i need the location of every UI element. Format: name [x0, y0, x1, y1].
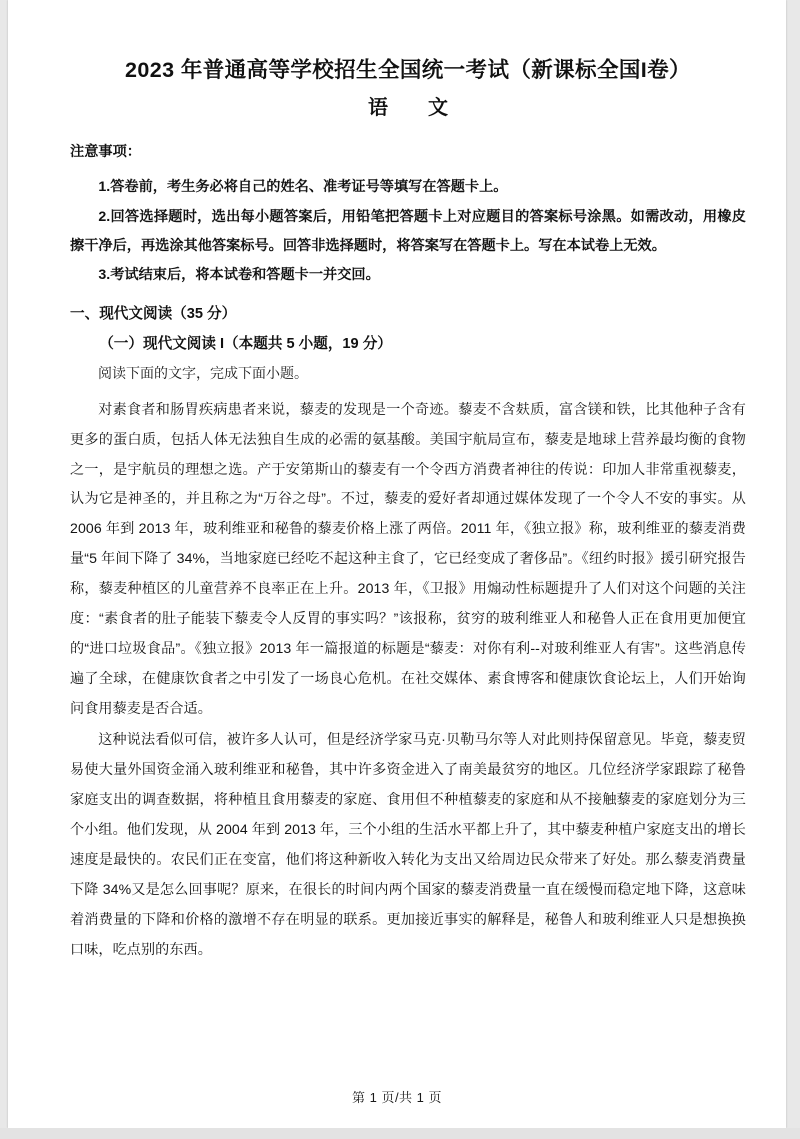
- notice-item-3: 3.考试结束后，将本试卷和答题卡一并交回。: [98, 267, 380, 284]
- notice-item-2: 2.回答选择题时，选出每小题答案后，用铅笔把答题卡上对应题目的答案标号涂黑。如需改动，用橡皮擦干净后，再选涂其他答案标号。回答非选择题时，将答案写在答题卡上。写在本试卷上无效。: [70, 208, 746, 254]
- passage-paragraph-2: 这种说法看似可信，被许多人认可，但是经济学家马克·贝勒马尔等人对此则持保留意见。毕竟，藜麦贸易使大量外国资金涌入玻利维亚和秘鲁，其中许多资金进入了南美最贫穷的地区。几位经济学家跟踪了秘鲁家庭支出的调查数据，将种植且食用藜麦的家庭、食用但不种植藜麦的家庭和从不接触藜麦的家庭划分为三个小组。他们发现，从 2004 年到 2013 年，三个小组的生活水平都上升了，其中藜麦种植户家庭支出的增长速度是最快的。农民们正在变富，他们将这种新收入转化为支出又给周边民众带来了好处。那么藜麦消费量下降 34%又是怎么回事呢？原来，在很长的时间内两个国家的藜麦消费量一直在缓慢而稳定地下降，这意味着消费量的下降和价格的激增不存在明显的联系。更加接近事实的解释是，秘鲁人和玻利维亚人只是想换换口味，吃点别的东西。: [70, 731, 746, 957]
- page-title: 2023 年普通高等学校招生全国统一考试（新课标全国I卷）: [125, 58, 691, 82]
- subject-title: 语 文: [368, 97, 458, 120]
- passage-paragraph-1: 对素食者和肠胃疾病患者来说，藜麦的发现是一个奇迹。藜麦不含麸质，富含镁和铁，比其他种子含有更多的蛋白质，包括人体无法独自生成的必需的氨基酸。美国宇航局宣布，藜麦是地球上营养最均衡的食物之一，是宇航员的理想之选。产于安第斯山的藜麦有一个令西方消费者神往的传说：印加人非常重视藜麦，认为它是神圣的，并且称之为“万谷之母”。不过，藜麦的爱好者却通过媒体发现了一个令人不安的事实。从 2006 年到 2013 年，玻利维亚和秘鲁的藜麦价格上涨了两倍。2011 年，《独立报》称，玻利维亚的藜麦消费量“5 年间下降了 34%，当地家庭已经吃不起这种主食了，它已经变成了奢侈品”。《纽约时报》援引研究报告称，藜麦种植区的儿童营养不良率正在上升。2013 年，《卫报》用煽动性标题提升了人们对这个问题的关注度：“素食者的肚子能装下藜麦令人反胃的事实吗？”该报称，贫穷的玻利维亚人和秘鲁人正在食用更加便宜的“进口垃圾食品”。《独立报》2013 年一篇报道的标题是“藜麦：对你有利--对玻利维亚人有害”。这些消息传遍了全球，在健康饮食者之中引发了一场良心危机。在社交媒体、素食博客和健康饮食论坛上，人们开始询问食用藜麦是否合适。: [70, 400, 746, 716]
- reading-instruction: 阅读下面的文字，完成下面小题。: [98, 365, 308, 382]
- page-footer: 第 1 页/共 1 页: [351, 1090, 443, 1105]
- passage-body: [70, 395, 746, 965]
- notice-item-1: 1.答卷前，考生务必将自己的姓名、准考证号等填写在答题卡上。: [98, 179, 508, 196]
- notice-block: [70, 142, 746, 290]
- page-bottom-strip: [0, 1128, 800, 1139]
- subsection-heading-modern-reading-1: （一）现代文阅读 I（本题共 5 小题，19 分）: [99, 335, 392, 352]
- section-one: [70, 300, 746, 388]
- section-heading-modern-reading: 一、现代文阅读（35 分）: [70, 306, 237, 323]
- page-content: [8, 0, 786, 964]
- notice-heading: 注意事项：: [70, 144, 141, 161]
- exam-page: [8, 0, 786, 1128]
